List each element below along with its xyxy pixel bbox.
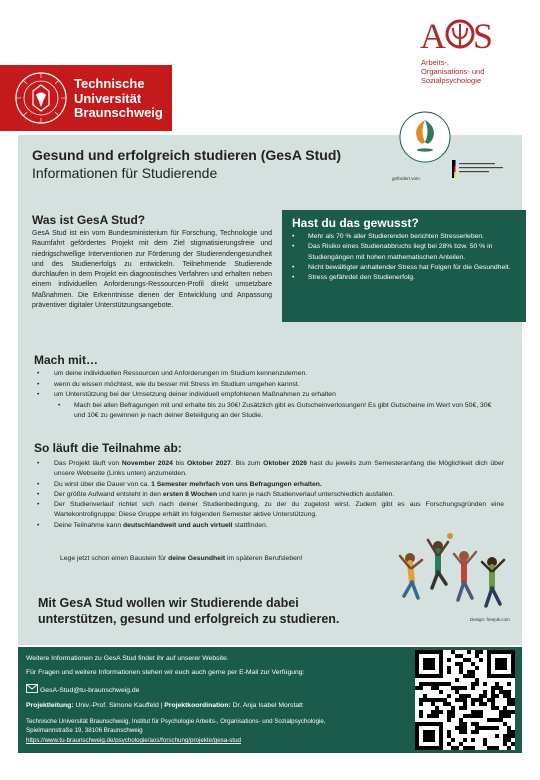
text-span: und kann je nach Studienverlauf unterschiedlich ausfallen. — [217, 490, 395, 498]
list-item: • Der Studienverlauf richtet sich nach deiner Studienbedingung, zu der du zugelost wirst. Zudem gibt es aus Forschungsgründen eine Wartekontrollgruppe: Diese Gruppe erhält im folgenden Semester aktive Unterstützung. — [34, 500, 504, 521]
lege-text — [60, 555, 303, 562]
list-item: • um deine individuellen Ressourcen und Anforderungen im Studium kennenzulernen. — [34, 369, 504, 380]
mail-icon — [26, 684, 38, 693]
text-span: bis — [172, 460, 187, 467]
footer-email[interactable] — [26, 684, 139, 694]
text-span-bold: Oktober 2027 — [187, 460, 231, 467]
funded-by-label: gefördert vom — [392, 176, 420, 181]
text-span-bold: Projektkoordination: — [164, 702, 231, 709]
list-sub-item: • Mach bei allen Befragungen mit und erhalte bis zu 30€! Zusätzlich gibt es Gutscheinverlosungen! Es gibt Gutscheine im Wert von 50€, 30€ und 10€ zu gewinnen je nach deiner Beteiligung an der Studie. — [34, 401, 504, 422]
mach-list — [34, 369, 504, 422]
tu-seal-icon — [14, 71, 68, 125]
svg-text:S: S — [473, 16, 494, 56]
design-credit: Design: freepik.com — [470, 617, 510, 622]
jumping-people-illustration-icon — [392, 532, 520, 616]
teil-list — [34, 459, 504, 531]
text-span: Dr. Anja Isabel Morstatt — [230, 702, 303, 709]
text-span: . Bis zum — [230, 460, 264, 467]
text-span-bold: deine Gesundheit — [168, 555, 226, 562]
aos-subtitle-line: Organisations- und — [421, 67, 485, 76]
tu-name — [74, 77, 163, 121]
fact-item: • Nicht bewältigter anhaltender Stress hat Folgen für die Gesundheit. — [290, 263, 518, 273]
text-span: hast du jeweils zum Semesteranfang die Möglichkeit dich über unsere Webseite (Links unten) anzumelden. — [54, 460, 505, 478]
list-item — [34, 521, 504, 531]
facts-list — [290, 232, 518, 283]
footer-info-line: Weitere Informationen zu GesA Stud findet ihr auf unserer Website. — [26, 655, 229, 662]
aos-logo-icon — [420, 14, 496, 56]
tu-braunschweig-logo — [0, 65, 172, 131]
text-span-bold: deutschlandweit und auch virtuell — [123, 521, 233, 529]
qr-code-icon[interactable] — [415, 650, 515, 750]
what-text: GesA Stud ist ein vom Bundesministerium für Forschung, Technologie und Raumfahrt gefördertes Projekt mit dem Ziel stigmatisierungsfreie und niedrigschwellige Interventionen zur Förderung der Studierendengesundheit und des Studienerfolgs zu entwickeln. Teilnehmende Studierende durchlaufen in dem Projekt ein diagnostisches Verfahren und erhalten neben einem individuellen Anforderungs-Ressourcen-Profil direkt umsetzbare Maßnahmen. Die Erkenntnisse dienen der Entwicklung und Anpassung präventiver digitaler Unterstützungsangebote. — [32, 230, 272, 310]
fact-item: • Stress gefährdet den Studienerfolg. — [290, 273, 518, 283]
text-span: im späteren Berufsleben! — [225, 555, 303, 562]
list-item — [34, 459, 504, 480]
conclusion-text: Mit GesA Stud wollen wir Studierende dabei unterstützen, gesund und erfolgreich zu studieren. — [38, 596, 340, 626]
text-span: Lege jetzt schon einen Baustein für — [60, 555, 169, 562]
text-span: Deine Teilnahme kann — [54, 521, 124, 529]
text-span: Univ.-Prof. Simone Kauffeld | — [73, 702, 165, 709]
list-item — [34, 480, 504, 490]
text-span: Du wirst über die Dauer von ca. — [54, 480, 152, 488]
footer-contact-line: Für Fragen und weitere Informationen stehen wir euch auch gerne per E-Mail zur Verfügung: — [26, 669, 305, 676]
text-span-bold: ersten 8 Wochen — [162, 490, 218, 498]
list-item: • wenn du wissen möchtest, wie du besser mit Stress im Studium umgehen kannst. — [34, 380, 504, 391]
footer-address-street: Spielmannstraße 19, 38106 Braunschweig — [26, 727, 143, 734]
page-subtitle: Informationen für Studierende — [32, 165, 218, 181]
list-item: • um Unterstützung bei der Umsetzung deiner individuell empfohlenen Maßnahmen zu erhalten — [34, 390, 504, 401]
footer-website-link[interactable]: https://www.tu-braunschweig.de/psychologie/aos/forschung/projekte/gesa-stud — [26, 737, 241, 744]
aos-subtitle-line: Sozialpsychologie — [421, 76, 482, 85]
aos-subtitle-line: Arbeits-, — [421, 58, 449, 67]
what-heading: Was ist GesA Stud? — [32, 213, 146, 227]
text-span-bold: November 2024 — [121, 460, 173, 467]
text-span-bold: Projektleitung: — [26, 702, 74, 709]
tu-name-line: Braunschweig — [74, 105, 163, 120]
fact-item: • Das Risiko eines Studienabbruchs liegt bei 28% bzw. 50 % in Studiengängen mit hohen mathematischen Anteilen. — [290, 242, 518, 263]
list-item — [34, 490, 504, 500]
teil-heading: So läuft die Teilnahme ab: — [34, 441, 182, 455]
ministry-logo-icon — [452, 160, 508, 178]
fact-item: • Mehr als 70 % aller Studierenden berichten Stresserleben. — [290, 232, 518, 242]
footer-project-lead — [26, 702, 303, 709]
text-span: Der größte Aufwand entsteht in den — [54, 490, 163, 498]
text-span: Das Projekt läuft von — [54, 460, 122, 467]
svg-text:A: A — [420, 16, 446, 56]
email-link[interactable]: GesA-Stud@tu-braunschweig.de — [40, 687, 140, 694]
text-span: stattfinden. — [232, 521, 268, 529]
aos-subtitle — [421, 58, 484, 85]
facts-heading: Hast du das gewusst? — [292, 216, 419, 230]
gesa-stud-logo-icon — [398, 110, 452, 164]
text-span-bold: Oktober 2026 — [263, 460, 308, 467]
facts-box — [282, 210, 526, 322]
tu-name-line: Universität — [74, 90, 142, 106]
page-title: Gesund und erfolgreich studieren (GesA Stud) — [32, 147, 342, 163]
text-span-bold: 1 Semester mehrfach von uns Befragungen erhalten. — [151, 480, 322, 488]
tu-name-line: Technische — [74, 76, 145, 91]
mach-heading: Mach mit… — [34, 353, 99, 367]
footer-address: Technische Universität Braunschweig, Institut für Psychologie Arbeits-, Organisations- und Sozialpsychologie, — [26, 718, 326, 725]
